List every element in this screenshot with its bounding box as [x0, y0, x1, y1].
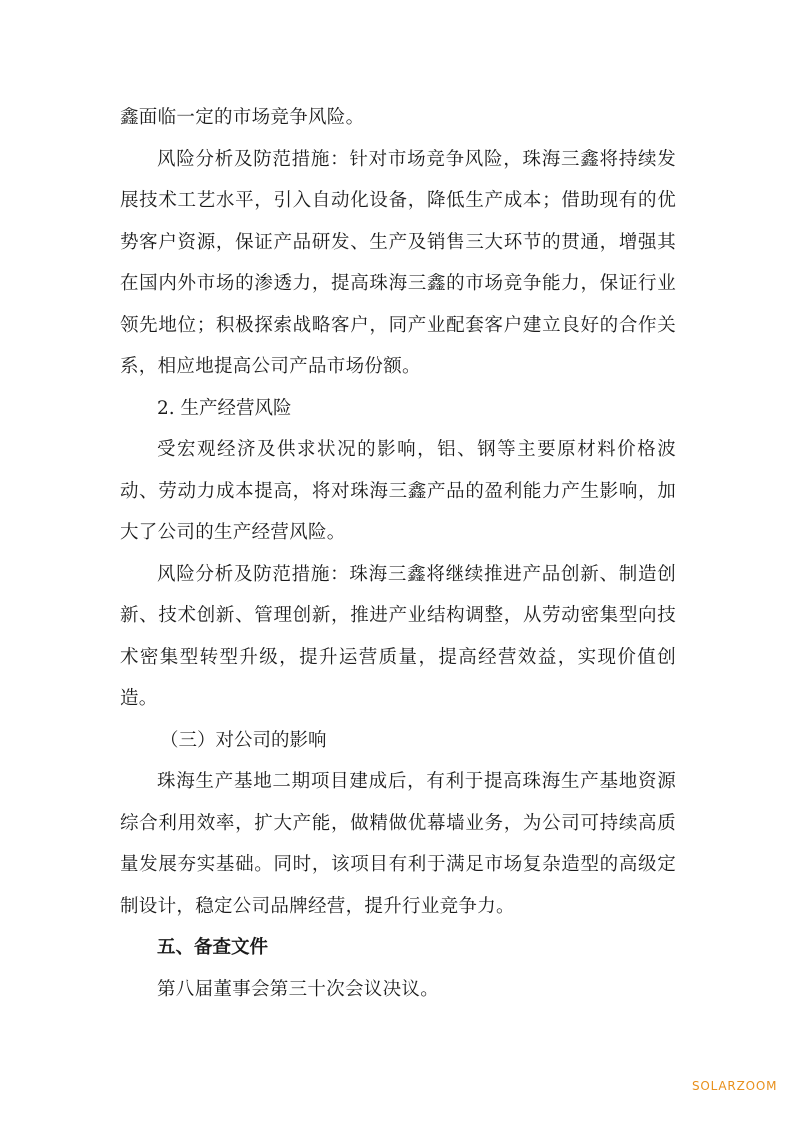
paragraph-impact-on-company: 珠海生产基地二期项目建成后，有利于提高珠海生产基地资源综合利用效率，扩大产能，做精做优幕墙业务，为公司可持续高质量发展夯实基础。同时，该项目有利于满足市场复杂造型的高级定制设计，稳定公司品牌经营，提升行业竞争力。	[120, 771, 676, 917]
paragraph-reference-documents: 第八届董事会第三十次会议决议。	[157, 978, 440, 1000]
paragraph-operating-risk: 受宏观经济及供求状况的影响，铝、钢等主要原材料价格波动、劳动力成本提高，将对珠海三鑫产品的盈利能力产生影响，加大了公司的生产经营风险。	[120, 439, 676, 543]
paragraph-continuation: 鑫面临一定的市场竞争风险。	[120, 107, 365, 128]
subheading-operating-risk: 2. 生产经营风险	[157, 397, 292, 419]
paragraph-operating-risk-measures: 风险分析及防范措施：珠海三鑫将继续推进产品创新、制造创新、技术创新、管理创新，推进产业结构调整，从劳动密集型向技术密集型转型升级，提升运营质量，提高经营效益，实现价值创造。	[120, 563, 676, 709]
section-heading-reference-documents: 五、备查文件	[157, 937, 269, 958]
solarzoom-watermark: SOLARZOOM	[692, 1079, 778, 1093]
document-body	[120, 97, 676, 1010]
subheading-impact-on-company: （三）对公司的影响	[160, 729, 327, 751]
paragraph-market-risk-measures: 风险分析及防范措施：针对市场竞争风险，珠海三鑫将持续发展技术工艺水平，引入自动化设备，降低生产成本；借助现有的优势客户资源，保证产品研发、生产及销售三大环节的贯通，增强其在国内外市场的渗透力，提高珠海三鑫的市场竞争能力，保证行业领先地位；积极探索战略客户，同产业配套客户建立良好的合作关系，相应地提高公司产品市场份额。	[120, 148, 676, 377]
